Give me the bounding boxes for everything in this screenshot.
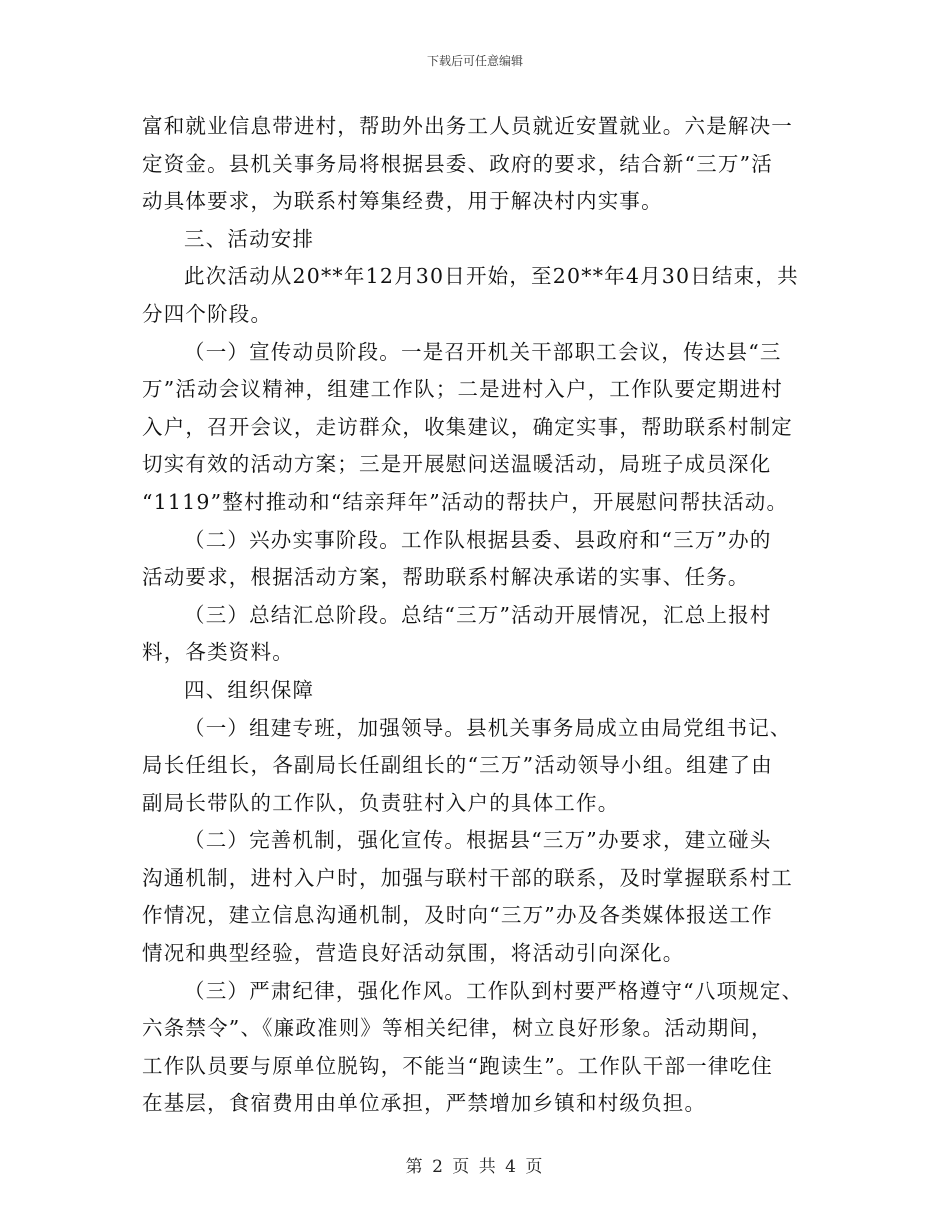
text-line: 入户，召开会议，走访群众，收集建议，确定实事，帮助联系村制定 [142, 414, 793, 439]
text-line: （一）宣传动员阶段。一是召开机关干部职工会议，传达县“三 [184, 339, 782, 364]
text-line: （二）兴办实事阶段。工作队根据县委、县政府和“三万”办的 [184, 527, 772, 552]
text-line: 工作队员要与原单位脱钩，不能当“跑读生”。工作队干部一律吃住 [142, 1053, 773, 1078]
text-line: 富和就业信息带进村，帮助外出务工人员就近安置就业。六是解决一 [142, 114, 793, 138]
text-line: 情况和典型经验，营造良好活动氛围，将活动引向深化。 [142, 941, 685, 966]
text-line: （一）组建专班，加强领导。县机关事务局成立由局党组书记、 [184, 715, 792, 740]
text-line: 沟通机制，进村入户时，加强与联村干部的联系，及时掌握联系村工 [142, 865, 793, 890]
text-line: 副局长带队的工作队，负责驻村入户的具体工作。 [142, 790, 620, 815]
text-line: 活动要求，根据活动方案，帮助联系村解决承诺的实事、任务。 [142, 565, 750, 590]
text-line: 万”活动会议精神，组建工作队；二是进村入户，工作队要定期进村 [142, 377, 783, 402]
text-line: 四、组织保障 [184, 677, 315, 702]
text-line: “1119”整村推动和“结亲拜年”活动的帮扶户，开展慰问帮扶活动。 [142, 489, 789, 514]
text-line: 在基层，食宿费用由单位承担，严禁增加乡镇和村级负担。 [142, 1091, 707, 1116]
text-line: 动具体要求，为联系村筹集经费，用于解决村内实事。 [142, 189, 663, 214]
text-line: 局长任组长，各副局长任副组长的“三万”活动领导小组。组建了由 [142, 753, 773, 778]
text-line: 此次活动从20**年12月30日开始，至20**年4月30日结束，共 [184, 264, 799, 289]
text-line: 切实有效的活动方案；三是开展慰问送温暖活动，局班子成员深化 [142, 452, 772, 477]
text-line: 六条禁令”、《廉政准则》等相关纪律，树立良好形象。活动期间， [142, 1016, 773, 1041]
document-body [142, 108, 802, 1123]
page-number-footer: 第 2 页 共 4 页 [405, 1157, 545, 1177]
text-line: 料，各类资料。 [142, 640, 294, 665]
text-line: （三）总结汇总阶段。总结“三万”活动开展情况，汇总上报村 [184, 602, 772, 627]
text-line: （二）完善机制，强化宣传。根据县“三万”办要求，建立碰头 [184, 828, 772, 853]
page-header: 下载后可任意编辑 [426, 54, 523, 68]
text-line: （三）严肃纪律，强化作风。工作队到村要严格遵守“八项规定、 [184, 978, 804, 1003]
text-line: 三、活动安排 [184, 226, 315, 251]
text-line: 作情况，建立信息沟通机制，及时向“三万”办及各类媒体报送工作 [142, 903, 773, 928]
text-line: 定资金。县机关事务局将根据县委、政府的要求，结合新“三万”活 [142, 151, 773, 176]
text-line: 分四个阶段。 [142, 301, 273, 326]
